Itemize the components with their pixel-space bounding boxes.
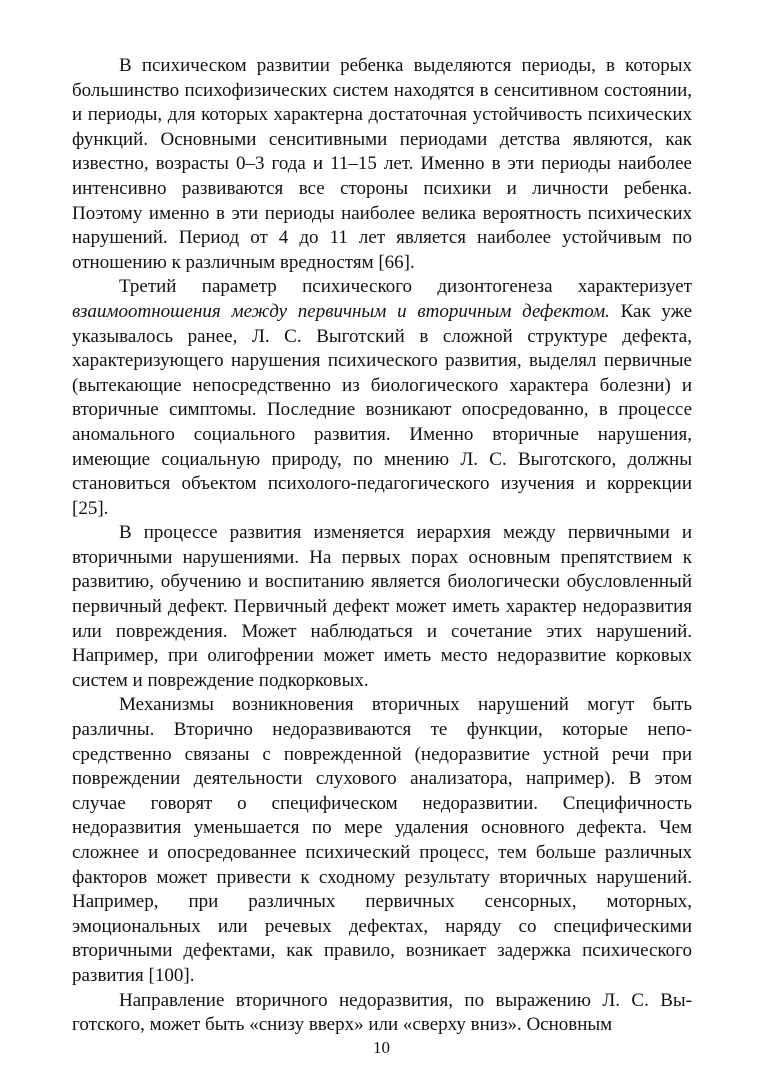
paragraph-hierarchy: В процессе развития изменяется иерархия между первичными и вторичными нарушениями. На первых порах основным препятствием к развитию, обучению и воспитанию является биологически обусловленный первичный дефект. Первичный дефект может иметь характер недоразвития или повреждения. Может наблюдаться и сочетание этих нарушений. Например, при олигофрении может иметь место недоразвитие корковых систем и повреждение подкорковых. xyxy=(72,522,692,691)
page-body xyxy=(72,54,692,1038)
paragraph-sensitive-periods: В психическом развитии ребенка выделяются периоды, в которых большинство психофизических систем находятся в сенситивном состоянии, и периоды, для которых характерна достаточная устойчивость психических функций. Основными сенситивными периодами детства являются, как известно, возрасты 0–3 года и 11–15 лет. Именно в эти периоды наиболее интенсивно развиваются все стороны психики и личности ребенка. Поэтому именно в эти периоды наиболее велика вероятность психических нарушений. Период от 4 до 11 лет является наиболее устойчивым по отношению к различным вредностям [66]. xyxy=(72,55,692,273)
paragraph-direction: Направление вторичного недоразвития, по выражению Л. С. Выготского, может быть «снизу вверх» или «сверху вниз». Основным xyxy=(72,989,692,1036)
paragraph-primary-secondary-defect xyxy=(72,275,692,521)
page-number: 10 xyxy=(373,1038,390,1057)
emphasized-term: взаимоотношения между первичным и вторичным дефектом. xyxy=(72,300,610,322)
paragraph-2-rest: Как уже указывалось ранее, Л. С. Выготский в сложной структуре дефекта, характеризующего нарушения психического развития, выделял первичные (вытекающие непосредственно из биологического характера болезни) и вторичные симптомы. Последние возникают опосредованно, в процессе аномального социального развития. Именно вторичные нарушения, имеющие социальную природу, по мнению Л. С. Выготского, должны становиться объектом психолого-педагогического изучения и коррекции [25]. xyxy=(72,300,692,519)
paragraph-2-start: Третий параметр психического дизонтогенеза характеризует xyxy=(119,276,692,298)
paragraph-mechanisms: Механизмы возникновения вторичных нарушений могут быть различны. Вторично недоразвиваются те функции, которые непосредственно связаны с поврежденной (недоразвитие устной речи при повреждении деятельности слухового анализатора, например). В этом случае говорят о специфическом недоразвитии. Специфичность недоразвития уменьшается по мере удаления основного дефекта. Чем сложнее и опосредованнее психический процесс, тем больше различных факторов может привести к сходному результату вторичных нарушений. Например, при различных первичных сенсорных, моторных, эмоциональных или речевых дефектах, наряду со специфическими вторичными дефектами, как правило, возникает задержка психического развития [100]. xyxy=(72,694,692,986)
